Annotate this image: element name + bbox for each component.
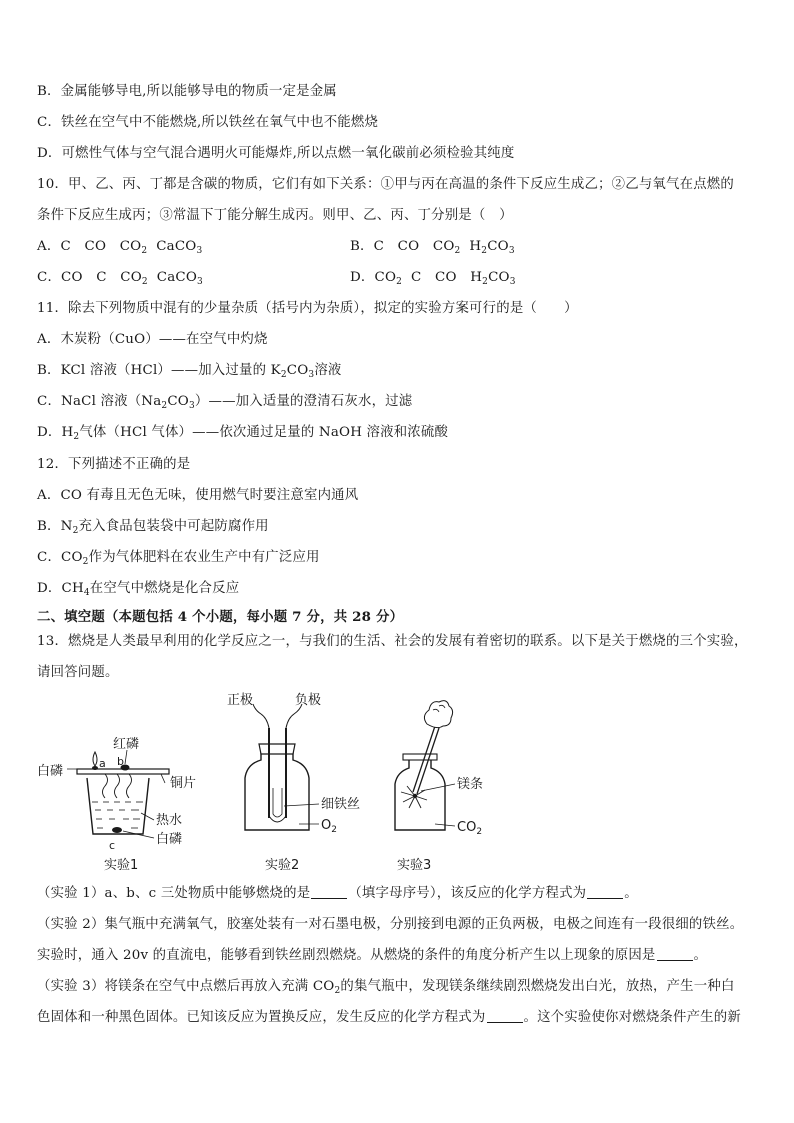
experiment-figure xyxy=(37,688,497,878)
label-red-phosphorus: 红磷 xyxy=(113,737,140,752)
q11-stem: 11．除去下列物质中混有的少量杂质（括号内为杂质），拟定的实验方案可行的是（ ） xyxy=(37,301,578,316)
label-copper-plate: 铜片 xyxy=(170,776,197,791)
label-white-phosphorus-top: 白磷 xyxy=(37,764,64,779)
q12-option-b: B．$N_2$充入食品包装袋中可起防腐作用 xyxy=(37,519,269,536)
q12-stem: 12．下列描述不正确的是 xyxy=(37,457,191,472)
label-b: b xyxy=(117,755,124,768)
label-c: c xyxy=(109,839,116,852)
q9-option-d: D．可燃性气体与空气混合遇明火可能爆炸,所以点燃一氧化碳前必须检验其纯度 xyxy=(37,146,515,161)
q11-option-d: D．$H_2$气体（HCl 气体）——依次通过足量的 NaOH 溶液和浓硫酸 xyxy=(37,425,449,442)
answer-blank[interactable] xyxy=(657,948,693,961)
label-negative-electrode: 负极 xyxy=(295,693,322,708)
jar-lid xyxy=(403,754,437,760)
label-oxygen: $O_2$ xyxy=(321,818,337,835)
q11-option-a: A．木炭粉（CuO）——在空气中灼烧 xyxy=(37,332,268,347)
q10-stem-line1: 10．甲、乙、丙、丁都是含碳的物质，它们有如下关系：①甲与丙在高温的条件下反应生成乙；②乙与氧气在点燃的 xyxy=(37,177,734,192)
q10-option-d: D．$CO_2$ C CO $H_2CO_3$ xyxy=(350,270,516,287)
q11-option-c: C．NaCl 溶液$(Na_2CO_3)——$加入适量的澄清石灰水，过滤 xyxy=(37,394,413,411)
q9-option-c: C．铁丝在空气中不能燃烧,所以铁丝在氧气中也不能燃烧 xyxy=(37,115,379,130)
q13-exp2-line1: （实验 2）集气瓶中充满氧气，胶塞处装有一对石墨电极，分别接到电源的正负两极，电极之间连有一段很细的铁丝。 xyxy=(37,917,744,932)
stopper xyxy=(259,744,295,754)
section-2-title: 二、填空题（本题包括 4 个小题，每小题 7 分，共 28 分） xyxy=(37,609,404,625)
answer-blank[interactable] xyxy=(587,886,623,899)
gas-bottle xyxy=(245,750,309,830)
q13-exp2-line2: 实验时，通入 20v 的直流电，能够看到铁丝剧烈燃烧。从燃烧的条件的角度分析产生以上现象的原因是 。 xyxy=(37,948,708,963)
q10-option-c: C．CO C $CO_2$ CaCO$_3$ xyxy=(37,270,203,287)
q10-stem-line2: 条件下反应生成丙；③常温下丁能分解生成丙。则甲、乙、丙、丁分别是（ ） xyxy=(37,208,513,223)
label-white-phosphorus-bottom: 白磷 xyxy=(156,832,183,847)
q10-option-b: B．C CO $CO_2$ $H_2CO_3$ xyxy=(350,239,515,256)
q12-option-c: C．$CO_2$作为气体肥料在农业生产中有广泛应用 xyxy=(37,550,320,567)
q10-options-row2 xyxy=(37,269,516,287)
label-magnesium-ribbon: 镁条 xyxy=(457,777,484,792)
caption-experiment-2: 实验2 xyxy=(265,858,300,873)
q9-option-b: B．金属能够导电,所以能够导电的物质一定是金属 xyxy=(37,84,337,99)
experiment-3-diagram xyxy=(395,701,483,873)
experiment-2-diagram xyxy=(227,692,360,873)
label-a: a xyxy=(99,757,106,770)
experiment-1-diagram xyxy=(37,736,196,873)
q13-exp1-line: （实验 1）a、b、c 三处物质中能够燃烧的是 （填字母序号），该反应的化学方程式为 。 xyxy=(37,886,638,901)
white-phosphorus-on-plate xyxy=(92,766,98,770)
label-positive-electrode: 正极 xyxy=(227,693,254,708)
answer-blank[interactable] xyxy=(311,886,347,899)
q13-exp3-line2: 色固体和一种黑色固体。已知该反应为置换反应，发生反应的化学方程式为 。这个实验使你对燃烧条件产生的新 xyxy=(37,1010,741,1025)
q13-stem-line2: 请回答问题。 xyxy=(37,665,119,680)
label-hot-water: 热水 xyxy=(156,813,183,828)
q10-option-a: A．C CO $CO_2$ CaCO$_3$ xyxy=(37,239,203,256)
q12-option-a: A．CO 有毒且无色无味，使用燃气时要注意室内通风 xyxy=(37,488,359,503)
q12-option-d: D．$CH_4$在空气中燃烧是化合反应 xyxy=(37,581,240,598)
q11-option-b: B．KCl 溶液（HCl）——加入过量的 $K_2CO_3$溶液 xyxy=(37,363,342,380)
q13-exp3-line1: （实验 3）将镁条在空气中点燃后再放入充满 $CO_2$的集气瓶中，发现镁条继续剧烈燃烧发出白光，放热，产生一种白 xyxy=(37,979,735,996)
answer-blank[interactable] xyxy=(487,1010,523,1023)
hot-water xyxy=(92,802,143,828)
caption-experiment-3: 实验3 xyxy=(397,858,432,873)
caption-experiment-1: 实验1 xyxy=(104,858,139,873)
q13-stem-line1: 13．燃烧是人类最早利用的化学反应之一，与我们的生活、社会的发展有着密切的联系。以下是关于燃烧的三个实验， xyxy=(37,634,748,649)
white-phosphorus-in-water xyxy=(112,827,122,833)
flame-icon xyxy=(93,752,97,766)
label-iron-wire: 细铁丝 xyxy=(321,797,361,812)
hand-icon xyxy=(424,701,452,728)
q10-options-row1 xyxy=(37,238,515,256)
label-carbon-dioxide: $CO_2$ xyxy=(457,820,483,837)
beaker xyxy=(87,778,149,834)
